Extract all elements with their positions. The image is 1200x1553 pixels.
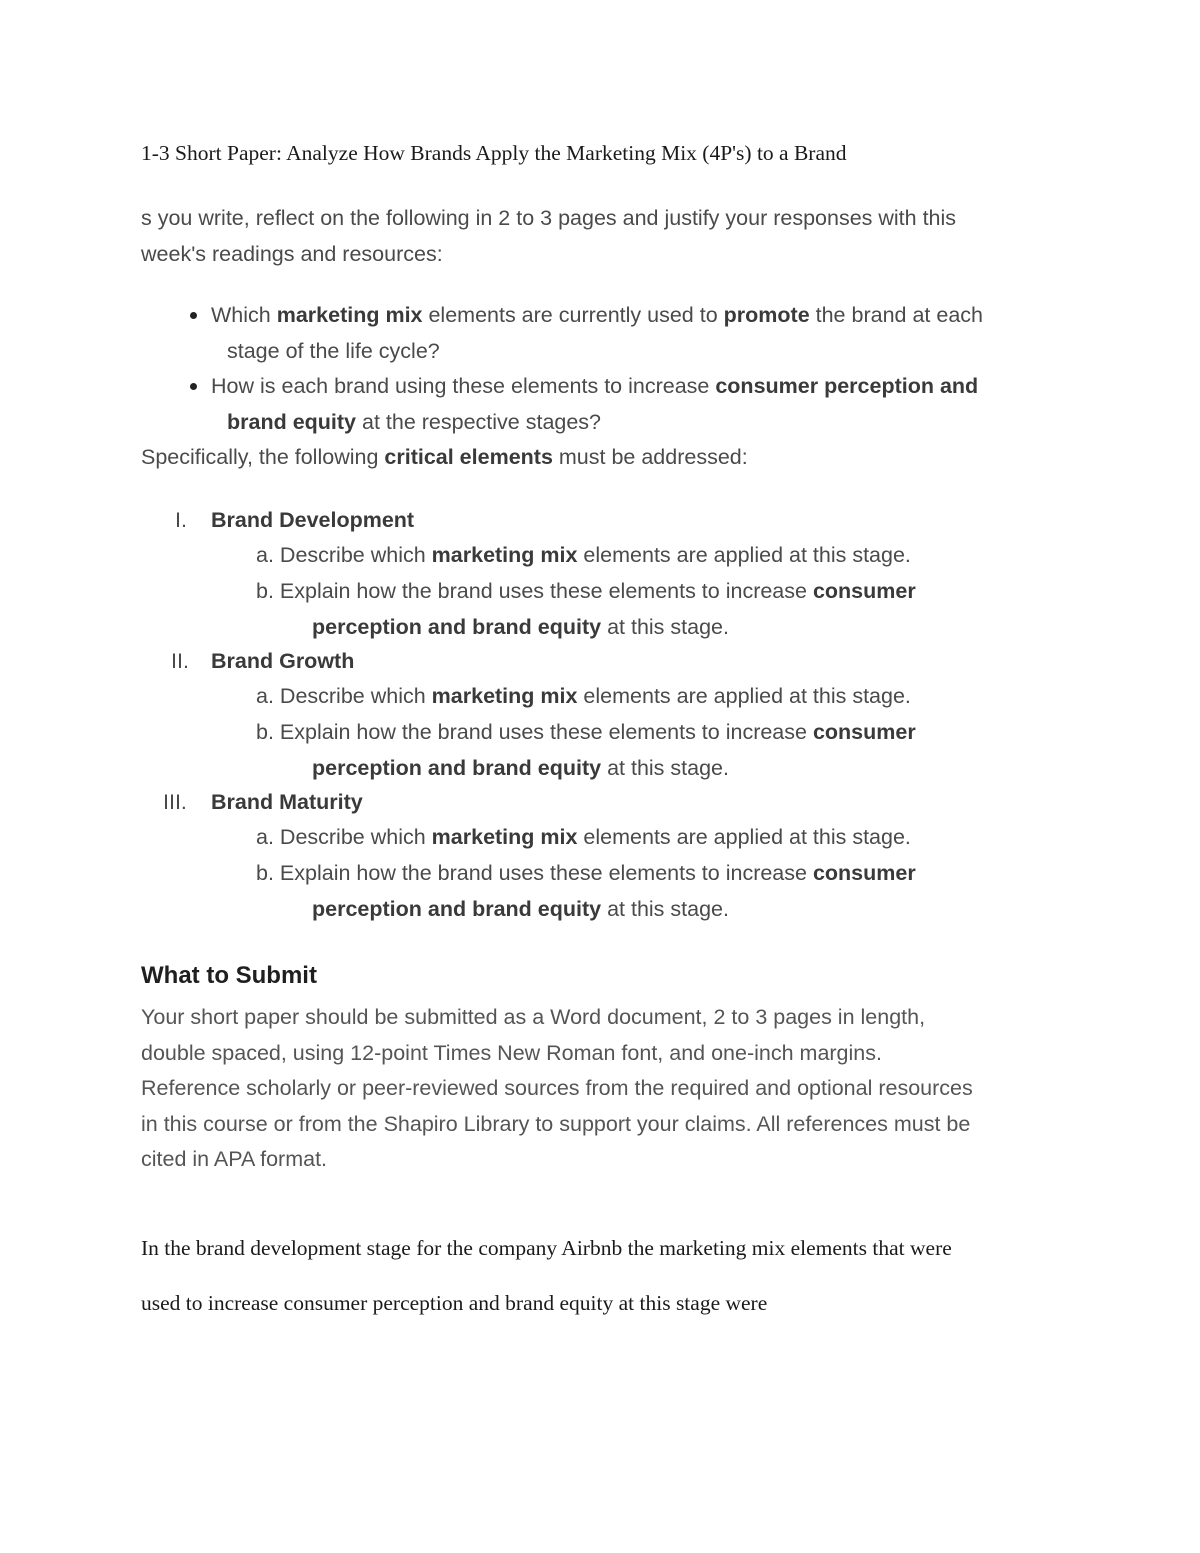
section-sub-b: b. Explain how the brand uses these elements to increase consumer perception and brand equity at this stage. bbox=[256, 579, 916, 639]
what-to-submit-paragraph: Your short paper should be submitted as a Word document, 2 to 3 pages in length, double spaced, using 12-point Times New Roman font, and one-inch margins. Reference scholarly or peer-reviewed sources from the required and optional resources in this course or from the Shapiro Library to support your claims. All references must be cited in APA format. bbox=[141, 1005, 973, 1171]
intro-line: week's readings and resources: bbox=[141, 241, 443, 266]
bullet-continuation: stage of the life cycle? bbox=[227, 338, 440, 363]
section-sub-a: a. Describe which marketing mix elements are applied at this stage. bbox=[256, 684, 911, 708]
bullet-item: How is each brand using these elements to increase consumer perception and brand equity at the respective stages? bbox=[211, 369, 1071, 440]
section-sub-a: a. Describe which marketing mix elements are applied at this stage. bbox=[256, 543, 911, 567]
bullet-continuation: brand equity at the respective stages? bbox=[227, 409, 602, 434]
document-title: 1-3 Short Paper: Analyze How Brands Apply the Marketing Mix (4P's) to a Brand bbox=[141, 141, 847, 165]
answer-paragraph: In the brand development stage for the company Airbnb the marketing mix elements that were used to increase consumer perception and brand equity at this stage were bbox=[141, 1236, 952, 1315]
section-sub-b: b. Explain how the brand uses these elements to increase consumer perception and brand equity at this stage. bbox=[256, 720, 916, 780]
specifically-line: Specifically, the following critical elements must be addressed: bbox=[141, 445, 748, 469]
bullet-dot-icon bbox=[190, 383, 197, 390]
section-heading: I. Brand Development bbox=[175, 508, 415, 532]
intro-paragraph bbox=[141, 201, 1081, 272]
what-to-submit-heading: What to Submit bbox=[141, 962, 317, 989]
section-heading: III. Brand Maturity bbox=[163, 790, 363, 814]
section-sub-b: b. Explain how the brand uses these elements to increase consumer perception and brand equity at this stage. bbox=[256, 861, 916, 921]
section-sub-a: a. Describe which marketing mix elements are applied at this stage. bbox=[256, 825, 911, 849]
intro-line: s you write, reflect on the following in 2 to 3 pages and justify your responses with this bbox=[141, 206, 957, 230]
section-heading: II. Brand Growth bbox=[171, 649, 355, 673]
bullet-item: Which marketing mix elements are currently used to promote the brand at each stage of the life cycle? bbox=[211, 298, 1071, 369]
bullet-dot-icon bbox=[190, 312, 197, 319]
